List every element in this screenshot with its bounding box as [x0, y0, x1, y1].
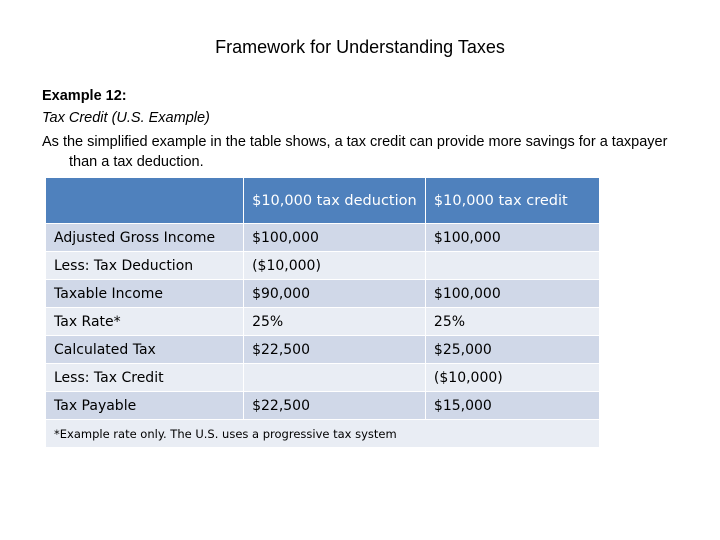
row-label: Tax Rate*: [46, 308, 244, 336]
deduction-cell: ($10,000): [244, 252, 426, 280]
table-row: [46, 308, 600, 336]
tax-comparison-table: [45, 177, 600, 448]
header-cell-tax-deduction: $10,000 tax deduction: [244, 178, 426, 224]
table-row: [46, 224, 600, 252]
table-row: [46, 252, 600, 280]
row-label: Less: Tax Deduction: [46, 252, 244, 280]
credit-cell: $25,000: [425, 336, 599, 364]
example-heading: Example 12:: [42, 88, 127, 104]
credit-cell: 25%: [425, 308, 599, 336]
example-body-text: As the simplified example in the table shows, a tax credit can provide more savings for a taxpayer than a tax deduction.: [42, 134, 668, 170]
header-cell-empty: [46, 178, 244, 224]
table-footnote: *Example rate only. The U.S. uses a progressive tax system: [46, 420, 600, 448]
deduction-cell: $22,500: [244, 392, 426, 420]
credit-cell: $100,000: [425, 280, 599, 308]
row-label: Tax Payable: [46, 392, 244, 420]
table-footnote-row: [46, 420, 600, 448]
row-label: Adjusted Gross Income: [46, 224, 244, 252]
row-label: Taxable Income: [46, 280, 244, 308]
row-label: Less: Tax Credit: [46, 364, 244, 392]
credit-cell: $15,000: [425, 392, 599, 420]
deduction-cell: $90,000: [244, 280, 426, 308]
table-header-row: [46, 178, 600, 224]
deduction-cell: $100,000: [244, 224, 426, 252]
example-subheading: Tax Credit (U.S. Example): [42, 110, 210, 126]
table-row: [46, 280, 600, 308]
slide-title: Framework for Understanding Taxes: [215, 37, 505, 57]
deduction-cell: 25%: [244, 308, 426, 336]
deduction-cell: [244, 364, 426, 392]
table-row: [46, 336, 600, 364]
table-row: [46, 364, 600, 392]
credit-cell: ($10,000): [425, 364, 599, 392]
credit-cell: [425, 252, 599, 280]
header-cell-tax-credit: $10,000 tax credit: [425, 178, 599, 224]
row-label: Calculated Tax: [46, 336, 244, 364]
deduction-cell: $22,500: [244, 336, 426, 364]
table-row: [46, 392, 600, 420]
credit-cell: $100,000: [425, 224, 599, 252]
